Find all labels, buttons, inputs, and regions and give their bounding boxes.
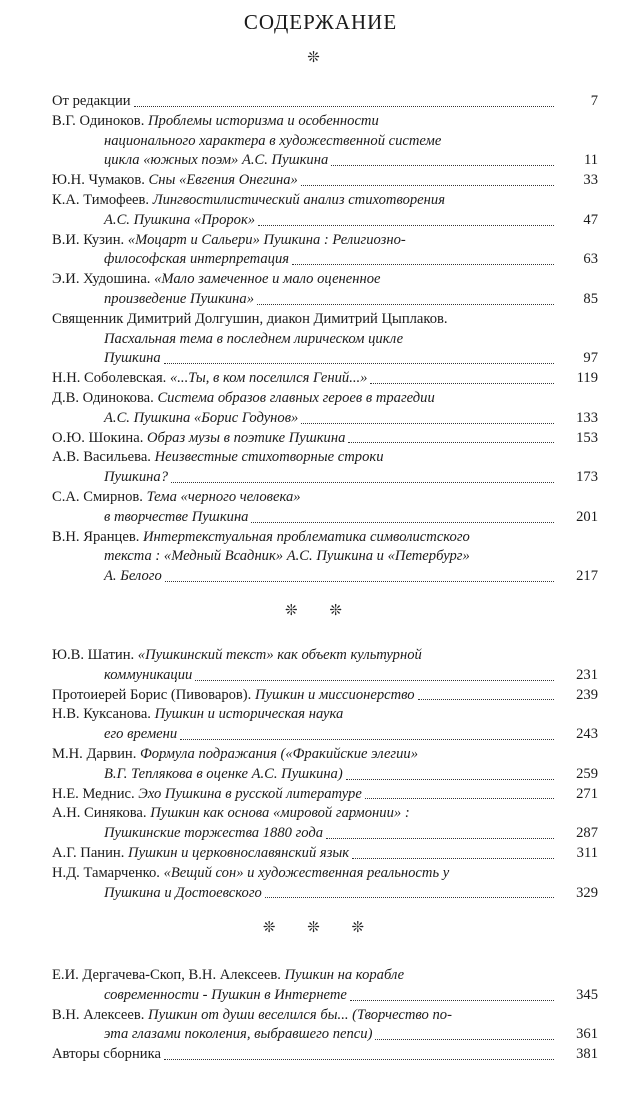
entry-title: Пушкин и церковнославянский язык (128, 844, 350, 861)
page-number: 119 (576, 370, 598, 387)
entry-title: его времени (104, 726, 178, 743)
toc-entry-text (104, 1025, 372, 1045)
toc-entry-line (52, 330, 554, 350)
toc-entry (52, 705, 598, 745)
dot-leader (348, 438, 554, 443)
dot-leader (164, 1055, 554, 1060)
toc-entry-text (104, 986, 347, 1006)
toc-entry-line (52, 785, 554, 805)
page-number: 239 (576, 686, 598, 703)
toc-entry (52, 844, 598, 864)
entry-title: эта глазами поколения, выбравшего пепси) (104, 1026, 373, 1043)
toc-entry-line (52, 1006, 554, 1026)
toc-entry-text (52, 369, 367, 389)
toc-entry (52, 966, 598, 1006)
entry-author: В.Н. Яранцев. (52, 528, 144, 545)
toc-entry-text (52, 844, 349, 864)
toc-entry-text (104, 765, 343, 785)
toc-entry-line (52, 844, 554, 864)
entry-title: национального характера в художественной системе (104, 132, 442, 149)
entry-author: Д.В. Одинокова. (52, 389, 158, 406)
toc-entry-line (52, 488, 554, 508)
toc-entry-line (52, 132, 554, 152)
page-number: 287 (576, 825, 598, 842)
entry-title: «Пушкинский текст» как объект культурной (137, 647, 422, 663)
toc-entry-text (52, 270, 381, 290)
toc-entry-line (52, 646, 554, 666)
entry-title: Пушкин от души веселился бы... (Творчество по- (148, 1006, 452, 1023)
entry-author: Авторы сборника (52, 1046, 161, 1063)
entry-author: С.А. Смирнов. (52, 488, 147, 505)
dot-leader (265, 893, 554, 898)
toc-entry-line (52, 191, 554, 211)
toc-entry (52, 745, 598, 785)
toc-entry-text (52, 488, 301, 508)
entry-title: Пушкин и историческая наука (154, 706, 344, 723)
entry-title: Тема «черного человека» (146, 488, 301, 505)
dot-leader (257, 300, 554, 305)
toc-entry-line (52, 389, 554, 409)
toc-entry-line (52, 884, 554, 904)
toc-entry (52, 804, 598, 844)
entry-author: Священник Димитрий Долгушин, диакон Димитрий Цыплаков. (52, 310, 448, 327)
toc-entry-text (104, 567, 162, 587)
toc-entry-line (52, 112, 554, 132)
toc-entry-text (52, 1045, 161, 1065)
dot-leader (331, 161, 554, 166)
toc-entry-line (52, 666, 554, 686)
toc-entry-line (52, 864, 554, 884)
dot-leader (164, 359, 554, 364)
toc-entry-text (52, 171, 298, 191)
page-number: 271 (576, 785, 598, 802)
page-number: 311 (576, 844, 598, 861)
entry-author: А.В. Васильева. (52, 449, 155, 466)
toc-entry (52, 864, 598, 904)
toc-entry-text (52, 112, 379, 132)
page-number: 243 (576, 726, 598, 743)
dot-leader (418, 695, 554, 700)
dot-leader (251, 518, 554, 523)
page-number: 361 (576, 1026, 598, 1043)
dot-leader (165, 577, 554, 582)
entry-title: философская интерпретация (104, 251, 290, 268)
toc-entry-line (52, 986, 554, 1006)
toc-entry-line (52, 369, 554, 389)
entry-title: Интертекстуальная проблематика символистского (143, 528, 470, 545)
entry-author: А.Н. Синякова. (52, 805, 151, 822)
toc-entry-line (52, 448, 554, 468)
entry-title: Пушкинские торжества 1880 года (104, 825, 324, 842)
toc-entry-text (52, 429, 345, 449)
dot-leader (326, 834, 554, 839)
toc-entry-line (52, 528, 554, 548)
page-number: 7 (590, 93, 598, 109)
page-number: 85 (583, 290, 598, 307)
toc-entry-text (104, 250, 289, 270)
entry-author: Н.В. Куксанова. (52, 706, 155, 723)
toc-entry-line (52, 349, 554, 369)
toc-entry-line (52, 508, 554, 528)
page-number: 173 (576, 469, 598, 486)
toc-entry-line (52, 211, 554, 231)
toc-entry-line (52, 1045, 554, 1065)
page-number: 231 (576, 666, 598, 683)
toc-entry-text (52, 646, 422, 666)
entry-author: В.Н. Алексеев. (52, 1006, 149, 1023)
page-number: 47 (583, 211, 598, 228)
entry-title: Пушкин на корабле (284, 967, 405, 983)
entry-author: Е.И. Дергачева-Скоп, В.Н. Алексеев. (52, 967, 285, 983)
toc-entry (52, 310, 598, 369)
page-number: 259 (576, 765, 598, 782)
toc-entry-line (52, 705, 554, 725)
toc-entry-line (52, 745, 554, 765)
page-number: 33 (583, 172, 598, 189)
ornament-2: ❊ ❊ (285, 603, 356, 619)
toc-entry-text (52, 92, 131, 112)
toc-entry-text (52, 686, 415, 706)
page-number: 97 (583, 350, 598, 367)
entry-author: А.Г. Панин. (52, 844, 129, 861)
toc-entry (52, 231, 598, 271)
toc-entry-line (52, 468, 554, 488)
toc-entry (52, 1006, 598, 1046)
page-number: 153 (576, 429, 598, 446)
toc-entry-line (52, 151, 554, 171)
entry-title: современности - Пушкин в Интернете (104, 986, 347, 1003)
entry-title: коммуникации (104, 666, 193, 683)
toc-entry-text (52, 745, 418, 765)
entry-title: А.С. Пушкина «Борис Годунов» (104, 409, 299, 426)
ornament-1: ❊ (307, 50, 334, 66)
toc-entry (52, 448, 598, 488)
toc-entry-text (104, 330, 403, 350)
entry-author: Э.И. Худошина. (52, 271, 155, 288)
entry-title: Лингвостилистический анализ стихотворения (152, 191, 445, 208)
toc-section-3 (52, 966, 598, 1065)
page-number: 329 (576, 884, 598, 901)
toc-entry-line (52, 686, 554, 706)
ornament-3: ❊ ❊ ❊ (262, 920, 379, 936)
entry-title: Пушкин как основа «мировой гармонии» : (150, 805, 410, 822)
entry-title: Формула подражания («Фракийские элегии» (140, 745, 419, 762)
entry-title: В.Г. Теплякова в оценке А.С. Пушкина) (104, 765, 343, 782)
toc-entry-text (104, 468, 168, 488)
page-number: 11 (583, 152, 598, 169)
toc-entry-line (52, 547, 554, 567)
dot-leader (258, 221, 554, 226)
toc-entry (52, 270, 598, 310)
toc-entry (52, 389, 598, 429)
dot-leader (365, 794, 554, 799)
toc-entry-text (52, 966, 404, 986)
toc-section-1 (52, 92, 598, 587)
dot-leader (180, 735, 554, 740)
entry-title: Сны «Евгения Онегина» (148, 172, 298, 189)
entry-title: Пасхальная тема в последнем лирическом цикле (104, 330, 404, 347)
entry-title: «Вещий сон» и художественная реальность у (163, 864, 450, 881)
toc-entry-line (52, 171, 554, 191)
toc-section-2 (52, 646, 598, 903)
toc-entry-text (104, 349, 161, 369)
entry-title: Пушкина и Достоевского (104, 884, 262, 901)
toc-entry-line (52, 250, 554, 270)
entry-title: Система образов главных героев в трагедии (157, 389, 435, 406)
entry-title: Пушкина? (104, 469, 168, 486)
toc-entry-text (104, 824, 323, 844)
page-number: 217 (576, 568, 598, 585)
page-number: 381 (576, 1046, 598, 1063)
dot-leader (370, 379, 554, 384)
entry-author: Н.Е. Меднис. (52, 785, 139, 802)
toc-entry-text (104, 547, 470, 567)
toc-entry-text (52, 1006, 452, 1026)
entry-author: Ю.В. Шатин. (52, 647, 138, 663)
toc-entry-line (52, 966, 554, 986)
toc-entry-text (52, 231, 406, 251)
toc-entry (52, 369, 598, 389)
toc-entry-text (104, 508, 248, 528)
toc-entry-text (104, 666, 192, 686)
dot-leader (350, 996, 554, 1001)
toc-entry (52, 112, 598, 171)
entry-title: Неизвестные стихотворные строки (154, 449, 384, 466)
toc-entry (52, 171, 598, 191)
toc-entry-text (52, 448, 384, 468)
page-title: СОДЕРЖАНИЕ (243, 10, 398, 34)
toc-entry-line (52, 804, 554, 824)
toc-entry-line (52, 310, 554, 330)
dot-leader (134, 102, 554, 107)
toc-entry-line (52, 725, 554, 745)
toc-entry (52, 785, 598, 805)
toc-entry-text (52, 864, 449, 884)
entry-title: Пушкина (104, 350, 161, 367)
dot-leader (346, 775, 554, 780)
toc-entry-text (104, 211, 255, 231)
toc-entry-line (52, 429, 554, 449)
dot-leader (292, 260, 554, 265)
toc-entry-text (104, 290, 254, 310)
entry-author: Н.Н. Соболевская. (52, 370, 170, 387)
toc-entry-text (104, 151, 328, 171)
entry-title: «Моцарт и Сальери» Пушкина : Религиозно- (127, 231, 406, 248)
entry-title: А.С. Пушкина «Пророк» (104, 211, 256, 228)
entry-author: Ю.Н. Чумаков. (52, 172, 149, 189)
toc-entry (52, 646, 598, 686)
entry-author: Н.Д. Тамарченко. (52, 864, 164, 881)
toc-entry-text (52, 785, 362, 805)
toc-entry-text (104, 409, 298, 429)
entry-title: Проблемы историзма и особенности (148, 112, 379, 129)
toc-entry-line (52, 1025, 554, 1045)
toc-entry-text (52, 310, 448, 330)
entry-title: Пушкин и миссионерство (254, 686, 415, 703)
toc-entry (52, 92, 598, 112)
toc-entry-line (52, 765, 554, 785)
dot-leader (195, 676, 554, 681)
toc-entry-text (104, 725, 177, 745)
toc-entry (52, 191, 598, 231)
entry-author: В.И. Кузин. (52, 231, 128, 248)
entry-author: М.Н. Дарвин. (52, 745, 140, 762)
dot-leader (171, 478, 554, 483)
toc-entry (52, 429, 598, 449)
toc-entry-line (52, 92, 554, 112)
toc-entry (52, 528, 598, 587)
page-number: 201 (576, 508, 598, 525)
toc-entry-text (52, 705, 343, 725)
dot-leader (301, 419, 554, 424)
entry-author: Протоиерей Борис (Пивоваров). (52, 686, 255, 703)
toc-entry-line (52, 290, 554, 310)
dot-leader (301, 181, 554, 186)
toc-entry (52, 1045, 598, 1065)
toc-entry-text (52, 389, 435, 409)
toc-entry-text (104, 132, 441, 152)
toc-entry-text (52, 528, 470, 548)
toc-entry-line (52, 270, 554, 290)
entry-author: К.А. Тимофеев. (52, 191, 153, 208)
toc-entry-line (52, 824, 554, 844)
toc-entry-text (104, 884, 262, 904)
entry-author: О.Ю. Шокина. (52, 429, 147, 446)
entry-author: От редакции (52, 93, 131, 109)
entry-title: «...Ты, в ком поселился Гений...» (169, 370, 368, 387)
entry-title: произведение Пушкина» (104, 290, 255, 307)
toc-entry (52, 488, 598, 528)
entry-title: «Мало замеченное и мало оцененное (154, 271, 381, 288)
entry-author: В.Г. Одиноков. (52, 112, 148, 129)
dot-leader (352, 854, 554, 859)
entry-title: А. Белого (104, 568, 162, 585)
page-number: 63 (583, 251, 598, 268)
toc-entry-text (52, 804, 410, 824)
toc-entry-line (52, 567, 554, 587)
page-number: 133 (576, 409, 598, 426)
entry-title: Эхо Пушкина в русской литературе (138, 785, 362, 802)
toc-entry (52, 686, 598, 706)
dot-leader (375, 1035, 554, 1040)
entry-title: цикла «южных поэм» А.С. Пушкина (104, 152, 329, 169)
toc-entry-line (52, 409, 554, 429)
toc-entry-text (52, 191, 445, 211)
page-number: 345 (576, 986, 598, 1003)
entry-title: в творчестве Пушкина (104, 508, 249, 525)
entry-title: Образ музы в поэтике Пушкина (147, 429, 346, 446)
toc-entry-line (52, 231, 554, 251)
entry-title: текста : «Медный Всадник» А.С. Пушкина и «Петербург» (104, 548, 470, 565)
